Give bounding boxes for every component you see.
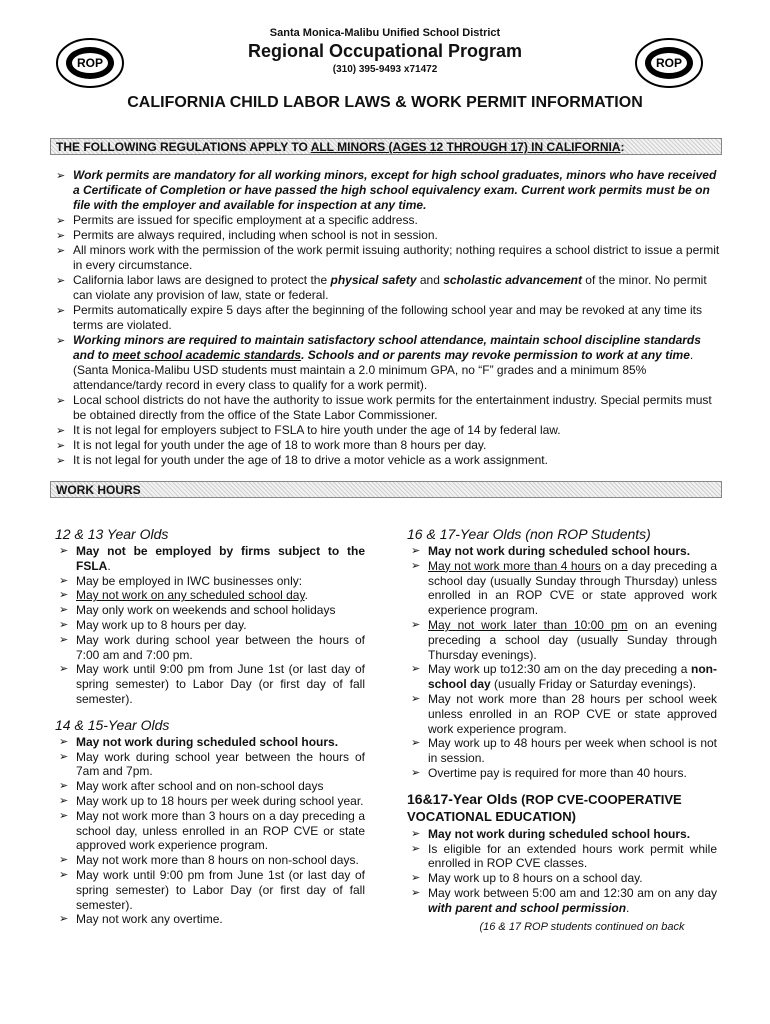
list-item: ➢ May work until 9:00 pm from June 1st (or last day of spring semester) to Labor Day (or first day of fall semester). [55,662,365,706]
list-item: ➢ May work up to 48 hours per week when school is not in session. [407,736,717,766]
list-item: ➢ May not work during scheduled school hours. [407,827,717,842]
rop-logo-left [56,38,124,88]
list-item: ➢ Work permits are mandatory for all working minors, except for high school graduates, minors who have received a Certificate of Completion or have passed the high school equivalency exam. Current work permits must be on file with the employer and available for inspection at any time. [52,168,722,213]
list-item: ➢ It is not legal for youth under the age of 18 to drive a motor vehicle as a work assignment. [52,453,722,468]
list-item: ➢ It is not legal for youth under the age of 18 to work more than 8 hours per day. [52,438,722,453]
list-item: ➢ Permits are always required, including when school is not in session. [52,228,722,243]
right-column [407,526,717,933]
district-name: Santa Monica-Malibu Unified School District [269,27,501,39]
list-item: ➢ Overtime pay is required for more than 40 hours. [407,766,717,781]
regulations-bar: THE FOLLOWING REGULATIONS APPLY TO ALL MINORS (AGES 12 THROUGH 17) IN CALIFORNIA: [50,138,722,155]
logo-text: ROP [76,56,104,70]
work-hours-bar: WORK HOURS [50,481,722,498]
list-16-17 [407,544,717,781]
list-item: ➢ May not work more than 3 hours on a day preceding a school day, unless enrolled in an ROP CVE or state approved work experience program. [55,809,365,853]
list-14-15 [55,735,365,927]
list-item: ➢ Local school districts do not have the authority to issue work permits for the entertainment industry. Special permits must be obtained directly from the office of the State Labor Commissioner. [52,393,722,423]
heading-rop-cve: 16&17-Year Olds (ROP CVE-COOPERATIVE VOCATIONAL EDUCATION) [407,790,682,824]
list-item: ➢ Working minors are required to maintain satisfactory school attendance, maintain school discipline standards and to meet school academic standards. Schools and or parents may revoke permission to work at any time. (Santa Monica-Malibu USD students must maintain a 2.0 minimum GPA, no “F” grades and a minimum 85% attendance/tardy record in every class to qualify for a work permit). [52,333,722,393]
list-item: ➢ May be employed in IWC businesses only: [55,574,365,589]
list-item: ➢ May not be employed by firms subject to the FSLA. [55,544,365,574]
list-item: ➢ May not work later than 10:00 pm on an evening preceding a school day (usually Sunday through Thursday evenings). [407,618,717,662]
left-column [55,526,365,927]
list-item: ➢ May work up to 18 hours per week during school year. [55,794,365,809]
list-item: ➢ May not work any overtime. [55,912,365,927]
list-item: ➢ May work during school year between the hours of 7:00 am and 7:00 pm. [55,633,365,663]
list-item: ➢ May not work during scheduled school hours. [55,735,365,750]
list-item: ➢ Is eligible for an extended hours work permit while enrolled in ROP CVE classes. [407,842,717,872]
list-item: ➢ May work up to 8 hours per day. [55,618,365,633]
list-item: ➢ All minors work with the permission of the work permit issuing authority; nothing requires a school district to issue a permit in every circumstance. [52,243,722,273]
list-rop-cve [407,827,717,916]
list-item: ➢ May not work during scheduled school hours. [407,544,717,559]
list-12-13 [55,544,365,707]
list-item: ➢ May work after school and on non-school days [55,779,365,794]
list-item: ➢ May work up to12:30 am on the day preceding a non-school day (usually Friday or Saturday evenings). [407,662,717,692]
list-item: ➢ May work between 5:00 am and 12:30 am on any day with parent and school permission. [407,886,717,916]
logo-text: ROP [655,56,683,70]
list-item: ➢ May not work more than 8 hours on non-school days. [55,853,365,868]
heading-16-17: 16 & 17-Year Olds (non ROP Students) [407,526,651,542]
page-title: CALIFORNIA CHILD LABOR LAWS & WORK PERMIT INFORMATION [127,94,643,111]
list-item: ➢ May work during school year between the hours of 7am and 7pm. [55,750,365,780]
phone-number: (310) 395-9493 x71472 [332,64,438,75]
program-name: Regional Occupational Program [247,41,523,61]
list-item: ➢ May not work more than 28 hours per school week unless enrolled in an ROP CVE or state approved work experience program. [407,692,717,736]
list-item: ➢ California labor laws are designed to protect the physical safety and scholastic advancement of the minor. No permit can violate any provision of law, state or federal. [52,273,722,303]
list-item: ➢ It is not legal for employers subject to FSLA to hire youth under the age of 14 by federal law. [52,423,722,438]
list-item: ➢ May only work on weekends and school holidays [55,603,365,618]
heading-12-13: 12 & 13 Year Olds [55,526,169,542]
list-item: ➢ May work until 9:00 pm from June 1st (or last day of spring semester) to Labor Day (or first day of fall semester). [55,868,365,912]
regulations-list [52,168,722,468]
list-item: ➢ Permits are issued for specific employment at a specific address. [52,213,722,228]
continued-note: (16 & 17 ROP students continued on back [479,920,685,933]
list-item: ➢ Permits automatically expire 5 days after the beginning of the following school year and may be revoked at any time its terms are violated. [52,303,722,333]
list-item: ➢ May not work on any scheduled school day. [55,588,365,603]
list-item: ➢ May work up to 8 hours on a school day. [407,871,717,886]
heading-14-15: 14 & 15-Year Olds [55,716,170,733]
list-item: ➢ May not work more than 4 hours on a day preceding a school day (usually Sunday through Thursday) unless enrolled in an ROP CVE or state approved work experience program. [407,559,717,618]
rop-logo-right [635,38,703,88]
